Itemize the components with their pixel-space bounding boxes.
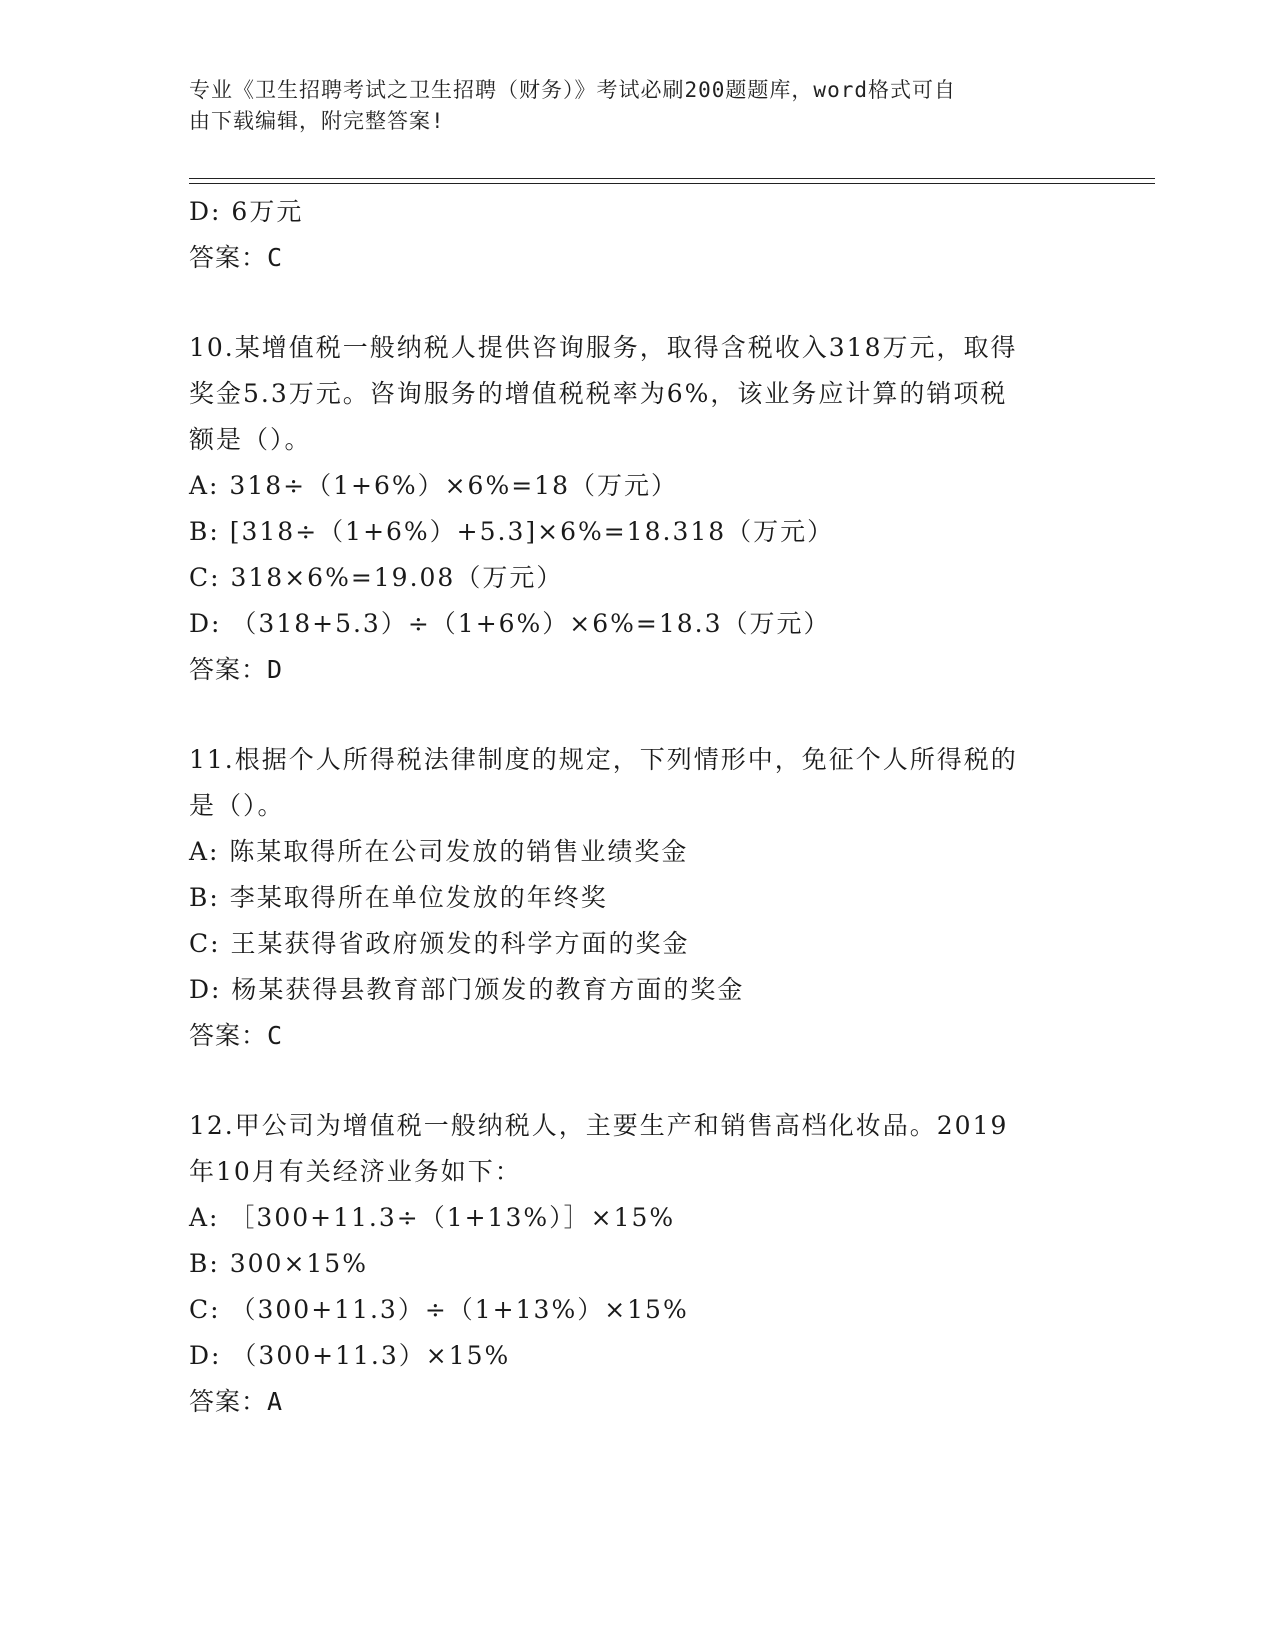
answer-label: 答案： xyxy=(189,1387,268,1416)
header-divider-top xyxy=(189,178,1155,179)
option-d: D: （300+11.3）×15% xyxy=(189,1341,511,1370)
answer-line xyxy=(189,1379,1069,1425)
answer-value: D xyxy=(267,655,284,684)
option-a: A: 陈某取得所在公司发放的销售业绩奖金 xyxy=(189,837,689,866)
option-b: B: [318÷（1+6%）+5.3]×6%=18.318（万元） xyxy=(189,517,835,546)
answer-value: C xyxy=(267,1021,284,1050)
answer-value: C xyxy=(267,243,284,272)
option-c: C: 王某获得省政府颁发的科学方面的奖金 xyxy=(189,929,690,958)
answer-label: 答案： xyxy=(189,655,268,684)
question-stem-line: 12.甲公司为增值税一般纳税人，主要生产和销售高档化妆品。2019 xyxy=(189,1111,1009,1140)
header-divider-bottom xyxy=(189,183,1155,184)
header-line-2: 由下载编辑，附完整答案! xyxy=(189,109,445,133)
document-body xyxy=(189,189,1069,1425)
question-stem-line: 奖金5.3万元。咨询服务的增值税税率为6%，该业务应计算的销项税 xyxy=(189,379,1008,408)
option-a: A: 318÷（1+6%）×6%=18（万元） xyxy=(189,471,678,500)
answer-line xyxy=(189,647,1069,693)
question-stem-line: 年10月有关经济业务如下： xyxy=(189,1157,522,1186)
document-header xyxy=(189,75,1069,137)
answer-line xyxy=(189,1013,1069,1059)
question-12 xyxy=(189,1103,1069,1425)
answer-label: 答案： xyxy=(189,1021,268,1050)
option-d: D: （318+5.3）÷（1+6%）×6%=18.3（万元） xyxy=(189,609,831,638)
question-11 xyxy=(189,737,1069,1059)
option-a: A: ［300+11.3÷（1+13%）］×15% xyxy=(189,1203,676,1232)
header-line-1: 专业《卫生招聘考试之卫生招聘（财务）》考试必刷200题题库，word格式可自 xyxy=(189,78,956,102)
answer-value: A xyxy=(267,1387,284,1416)
option-c: C: 318×6%=19.08（万元） xyxy=(189,563,564,592)
answer-label: 答案： xyxy=(189,243,268,272)
question-stem-line: 10.某增值税一般纳税人提供咨询服务，取得含税收入318万元，取得 xyxy=(189,333,1018,362)
spacer xyxy=(189,281,1069,325)
option-d: D: 杨某获得县教育部门颁发的教育方面的奖金 xyxy=(189,975,745,1004)
question-stem-line: 额是（）。 xyxy=(189,425,312,454)
option-d: D: 6万元 xyxy=(189,197,304,226)
option-b: B: 李某取得所在单位发放的年终奖 xyxy=(189,883,608,912)
question-stem-line: 是（）。 xyxy=(189,791,285,820)
question-stem-line: 11.根据个人所得税法律制度的规定，下列情形中，免征个人所得税的 xyxy=(189,745,1018,774)
option-b: B: 300×15% xyxy=(189,1249,368,1278)
answer-line xyxy=(189,235,1069,281)
question-10 xyxy=(189,325,1069,693)
spacer xyxy=(189,1059,1069,1103)
question-9-tail xyxy=(189,189,1069,281)
option-c: C: （300+11.3）÷（1+13%）×15% xyxy=(189,1295,689,1324)
spacer xyxy=(189,693,1069,737)
